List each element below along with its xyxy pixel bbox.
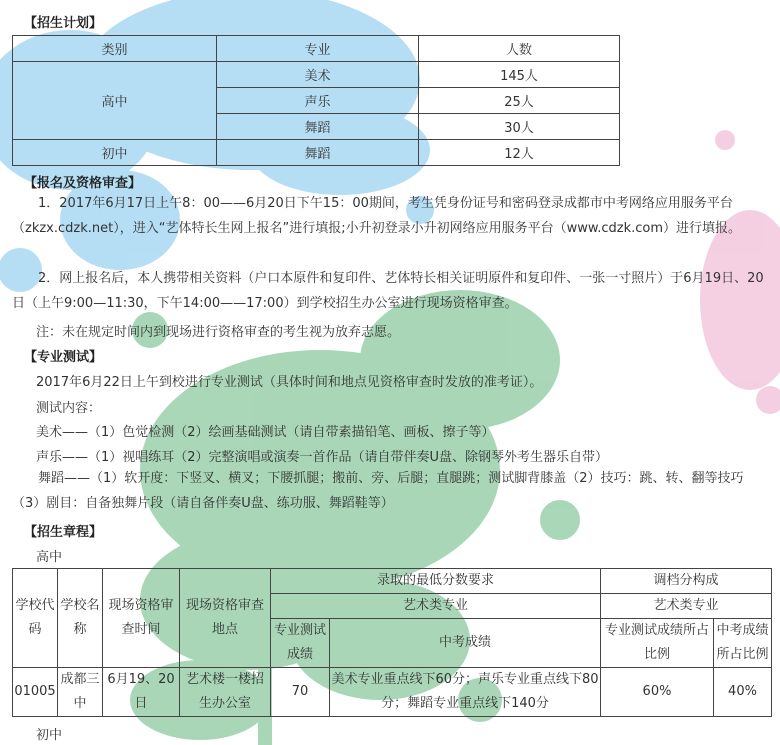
registration-paragraph-2: 2．网上报名后，本人携带相关资料（户口本原件和复印件、艺体特长相关证明原件和复印件、一张一寸照片）于6月19日、20日（上午9:00—11:30，下午14:00——17:00）到学校招生办公室进行现场资格审查。 [12, 271, 764, 311]
rules-high-label: 高中 [36, 550, 63, 565]
header-review-place: 现场资格审查地点 [180, 569, 271, 668]
rules-middle-label: 初中 [36, 728, 63, 743]
major-cell: 舞蹈 [217, 140, 419, 166]
registration-note: 注：未在规定时间内到现场进行资格审查的考生视为放弃志愿。 [36, 325, 401, 340]
table-header-row [13, 36, 620, 62]
test-content-label: 测试内容： [36, 401, 102, 416]
exam-weight-cell: 40% [714, 668, 772, 717]
rules-heading: 【招生章程】 [24, 525, 103, 540]
header-test-weight: 专业测试成绩所占比例 [601, 619, 714, 668]
count-cell: 25人 [419, 88, 620, 114]
plan-heading: 【招生计划】 [24, 16, 103, 31]
table-row [13, 140, 620, 166]
header-test-score: 专业测试成绩 [271, 619, 330, 668]
column-header: 类别 [13, 36, 217, 62]
review-place-cell: 艺术楼一楼招生办公室 [180, 668, 271, 717]
count-cell: 145人 [419, 62, 620, 88]
count-cell: 30人 [419, 114, 620, 140]
enrollment-plan-table [12, 35, 620, 166]
table-row [13, 668, 772, 717]
table-row [13, 62, 620, 88]
count-cell: 12人 [419, 140, 620, 166]
header-min-scores: 录取的最低分数要求 [271, 569, 601, 594]
test-date-line: 2017年6月22日上午到校进行专业测试（具体时间和地点见资格审查时发放的准考证）。 [36, 375, 543, 390]
major-cell: 舞蹈 [217, 114, 419, 140]
review-time-cell: 6月19、20日 [103, 668, 180, 717]
exam-score-cell: 美术专业重点线下60分；声乐专业重点线下80分；舞蹈专业重点线下140分 [330, 668, 601, 717]
category-cell: 高中 [13, 62, 217, 140]
test-art-line: 美术——（1）色觉检测（2）绘画基础测试（请自带素描铅笔、画板、擦子等） [36, 425, 495, 440]
test-weight-cell: 60% [601, 668, 714, 717]
test-dance-paragraph: 舞蹈——（1）软开度：下竖叉、横叉；下腰抓腿；搬前、旁、后腿；直腿跳；测试脚背膝盖（2）技巧：跳、转、翻等技巧（3）剧目：自备独舞片段（请自备伴奏U盘、练功服、舞蹈鞋等） [12, 471, 744, 511]
registration-paragraph-1: 1．2017年6月17日上午8：00——6月20日下午15：00期间，考生凭身份证号和密码登录成都市中考网络应用服务平台（zkzx.cdzk.net），进入“艺体特长生网上报名”进行填报;小升初登录小升初网络应用服务平台（www.cdzk.com）进行填报。 [12, 196, 742, 236]
header-school-name: 学校名称 [58, 569, 103, 668]
header-school-code: 学校代码 [13, 569, 58, 668]
category-cell: 初中 [13, 140, 217, 166]
school-code-cell: 01005 [13, 668, 58, 717]
admission-rules-table [12, 568, 772, 717]
column-header: 人数 [419, 36, 620, 62]
test-vocal-line: 声乐——（1）视唱练耳（2）完整演唱或演奏一首作品（请自带伴奏U盘、除钢琴外考生器乐自带） [36, 450, 609, 465]
major-cell: 美术 [217, 62, 419, 88]
school-name-cell: 成都三中 [58, 668, 103, 717]
column-header: 专业 [217, 36, 419, 62]
header-art-major-2: 艺术类专业 [601, 594, 772, 619]
header-exam-score: 中考成绩 [330, 619, 601, 668]
test-heading: 【专业测试】 [24, 350, 103, 365]
header-review-time: 现场资格审查时间 [103, 569, 180, 668]
test-score-cell: 70 [271, 668, 330, 717]
major-cell: 声乐 [217, 88, 419, 114]
registration-heading: 【报名及资格审查】 [24, 176, 142, 191]
header-score-weights: 调档分构成 [601, 569, 772, 594]
header-exam-weight: 中考成绩所占比例 [714, 619, 772, 668]
header-art-major: 艺术类专业 [271, 594, 601, 619]
